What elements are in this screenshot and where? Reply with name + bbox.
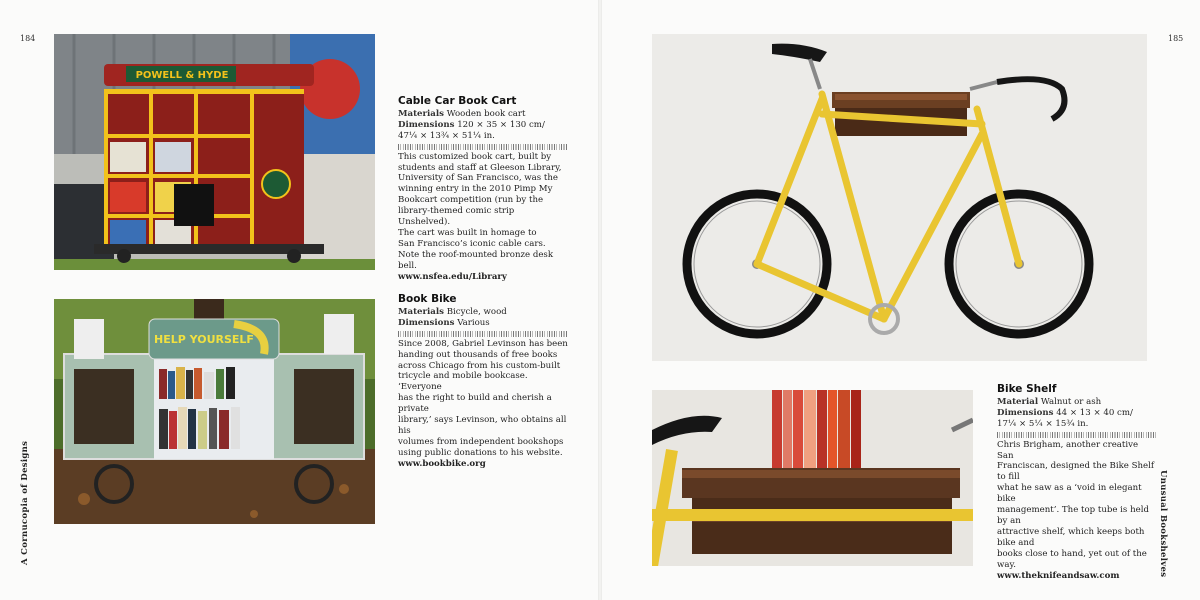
left-running-title: A Cornucopia of Designs — [20, 440, 30, 565]
materials-label: Materials — [398, 306, 444, 317]
book-bike-photo — [54, 299, 375, 524]
dimensions-value: 44 × 13 × 40 cm/ 17¼ × 5¼ × 15¾ in. — [997, 407, 1133, 429]
bike-shelf-photo-detail — [652, 390, 973, 566]
entry-title: Cable Car Book Cart — [398, 95, 517, 107]
right-page-number: 185 — [1168, 34, 1184, 43]
entry-title: Book Bike — [398, 293, 457, 305]
dimensions-label: Dimensions — [398, 119, 455, 130]
entry-title: Bike Shelf — [997, 383, 1057, 395]
materials-value: Walnut or ash — [1040, 396, 1102, 407]
entry-bike-shelf — [997, 384, 1157, 581]
book-gutter — [598, 0, 602, 600]
divider-rule — [398, 331, 568, 337]
entry-cable-car-book-cart — [398, 96, 568, 283]
dimensions-value: 120 × 35 × 130 cm/ 47¼ × 13¾ × 51¼ in. — [398, 119, 545, 141]
entry-url[interactable]: www.theknifeandsaw.com — [997, 570, 1120, 581]
bike-shelf-photo-large — [652, 34, 1147, 361]
cable-car-sign-text: POWELL & HYDE — [135, 70, 229, 81]
entry-url[interactable]: www.bookbike.org — [398, 458, 486, 469]
entry-body: Chris Brigham, another creative San Franciscan, designed the Bike Shelf to fill what he saw as a ‘void in elegant bike management’. The top tube is held by an attractive shelf, which keeps both bike and books close to hand, yet out of the way. — [997, 439, 1155, 570]
dimensions-value: Various — [457, 317, 490, 328]
entry-book-bike — [398, 294, 568, 470]
dimensions-label: Dimensions — [398, 317, 455, 328]
entry-body: Since 2008, Gabriel Levinson has been handing out thousands of free books across Chicago from his custom-built tricycle and mobile bookcase. ‘Everyone has the right to build and cherish a private library,’ says Levinson, who obtains all his volumes from independent bookshops using public donations to his website. — [398, 338, 568, 458]
entry-body: This customized book cart, built by students and staff at Gleeson Library, University of San Francisco, was the winning entry in the 2010 Pimp My Bookcart competition (run by the library-themed comic strip Unshelved). The cart was built in homage to San Francisco’s iconic cable cars. Note the roof-mounted bronze desk bell. — [398, 151, 562, 271]
entry-url[interactable]: www.nsfea.edu/Library — [398, 271, 507, 282]
divider-rule — [997, 432, 1157, 438]
divider-rule — [398, 144, 568, 150]
left-page-number: 184 — [20, 34, 36, 43]
dimensions-label: Dimensions — [997, 407, 1054, 418]
materials-label: Material — [997, 396, 1039, 407]
materials-label: Materials — [398, 108, 444, 119]
right-running-title: Unusual Bookshelves — [1158, 470, 1168, 578]
cable-car-cart-photo — [54, 34, 375, 270]
book-bike-sign-text: HELP YOURSELF — [154, 333, 254, 346]
materials-value: Wooden book cart — [446, 108, 526, 119]
materials-value: Bicycle, wood — [446, 306, 507, 317]
